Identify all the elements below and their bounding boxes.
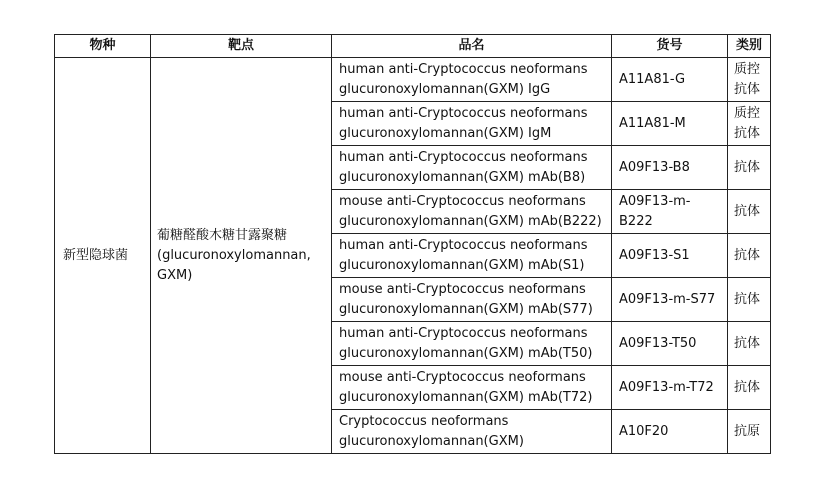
catalog-number-cell <box>612 410 728 454</box>
product-name-cell <box>332 322 612 366</box>
category-cell <box>728 190 771 234</box>
target-line: GXM) <box>157 267 193 283</box>
species-cell <box>55 58 151 454</box>
category-line: 抗体 <box>734 203 761 219</box>
product-name-cell <box>332 410 612 454</box>
catalog-number-line: A09F13-T50 <box>619 335 697 351</box>
product-name-line: glucuronoxylomannan(GXM) mAb(T72) <box>339 389 593 405</box>
product-name-line: glucuronoxylomannan(GXM) <box>339 433 524 449</box>
category-line: 抗体 <box>734 379 761 395</box>
catalog-number-cell <box>612 58 728 102</box>
species-text: 新型隐球菌 <box>63 247 129 263</box>
product-name-line: human anti-Cryptococcus neoformans <box>339 61 588 77</box>
product-name-line: human anti-Cryptococcus neoformans <box>339 149 588 165</box>
category-line: 抗体 <box>734 81 761 97</box>
product-name-line: glucuronoxylomannan(GXM) mAb(S77) <box>339 301 593 317</box>
product-name-line: human anti-Cryptococcus neoformans <box>339 237 588 253</box>
product-name-cell <box>332 366 612 410</box>
target-cell <box>151 58 332 454</box>
category-cell <box>728 366 771 410</box>
header-category: 类别 <box>728 35 771 58</box>
catalog-number-cell <box>612 234 728 278</box>
category-cell <box>728 58 771 102</box>
header-target: 靶点 <box>151 35 332 58</box>
product-name-cell <box>332 102 612 146</box>
catalog-number-cell <box>612 146 728 190</box>
product-name-cell <box>332 190 612 234</box>
product-name-line: glucuronoxylomannan(GXM) IgG <box>339 81 551 97</box>
header-species: 物种 <box>55 35 151 58</box>
catalog-number-line: A11A81-G <box>619 71 686 87</box>
catalog-number-cell <box>612 366 728 410</box>
category-line: 抗体 <box>734 247 761 263</box>
catalog-number-cell <box>612 102 728 146</box>
product-name-line: glucuronoxylomannan(GXM) mAb(B222) <box>339 213 602 229</box>
target-line: (glucuronoxylomannan, <box>157 247 311 263</box>
catalog-number-line: A10F20 <box>619 423 669 439</box>
catalog-number-line: A09F13-B8 <box>619 159 690 175</box>
category-cell <box>728 322 771 366</box>
category-line: 抗体 <box>734 291 761 307</box>
product-name-line: Cryptococcus neoformans <box>339 413 509 429</box>
catalog-number-line: A09F13-m-T72 <box>619 379 714 395</box>
category-cell <box>728 234 771 278</box>
header-catalog: 货号 <box>612 35 728 58</box>
product-name-line: glucuronoxylomannan(GXM) mAb(S1) <box>339 257 585 273</box>
product-name-line: human anti-Cryptococcus neoformans <box>339 325 588 341</box>
catalog-number-line: A09F13-m-S77 <box>619 291 716 307</box>
product-name-line: glucuronoxylomannan(GXM) mAb(B8) <box>339 169 586 185</box>
product-table <box>54 34 771 454</box>
category-cell <box>728 410 771 454</box>
table-row <box>55 58 771 102</box>
target-line: 葡糖醛酸木糖甘露聚糖 <box>157 227 288 243</box>
product-name-cell <box>332 58 612 102</box>
table-body <box>55 58 771 454</box>
product-name-line: mouse anti-Cryptococcus neoformans <box>339 193 586 209</box>
category-cell <box>728 102 771 146</box>
product-name-line: glucuronoxylomannan(GXM) mAb(T50) <box>339 345 593 361</box>
product-name-line: human anti-Cryptococcus neoformans <box>339 105 588 121</box>
header-row <box>55 35 771 58</box>
product-name-cell <box>332 278 612 322</box>
category-line: 抗体 <box>734 125 761 141</box>
product-name-line: mouse anti-Cryptococcus neoformans <box>339 369 586 385</box>
catalog-number-cell <box>612 322 728 366</box>
catalog-number-cell <box>612 278 728 322</box>
catalog-number-line: B222 <box>619 213 653 229</box>
header-name: 品名 <box>332 35 612 58</box>
category-line: 质控 <box>734 61 761 77</box>
category-line: 质控 <box>734 105 761 121</box>
catalog-number-line: A09F13-m- <box>619 193 691 209</box>
category-cell <box>728 278 771 322</box>
product-name-cell <box>332 146 612 190</box>
category-line: 抗体 <box>734 335 761 351</box>
category-cell <box>728 146 771 190</box>
category-line: 抗原 <box>734 423 761 439</box>
product-name-cell <box>332 234 612 278</box>
product-name-line: glucuronoxylomannan(GXM) IgM <box>339 125 552 141</box>
catalog-number-line: A11A81-M <box>619 115 686 131</box>
category-line: 抗体 <box>734 159 761 175</box>
catalog-number-cell <box>612 190 728 234</box>
catalog-number-line: A09F13-S1 <box>619 247 690 263</box>
product-name-line: mouse anti-Cryptococcus neoformans <box>339 281 586 297</box>
